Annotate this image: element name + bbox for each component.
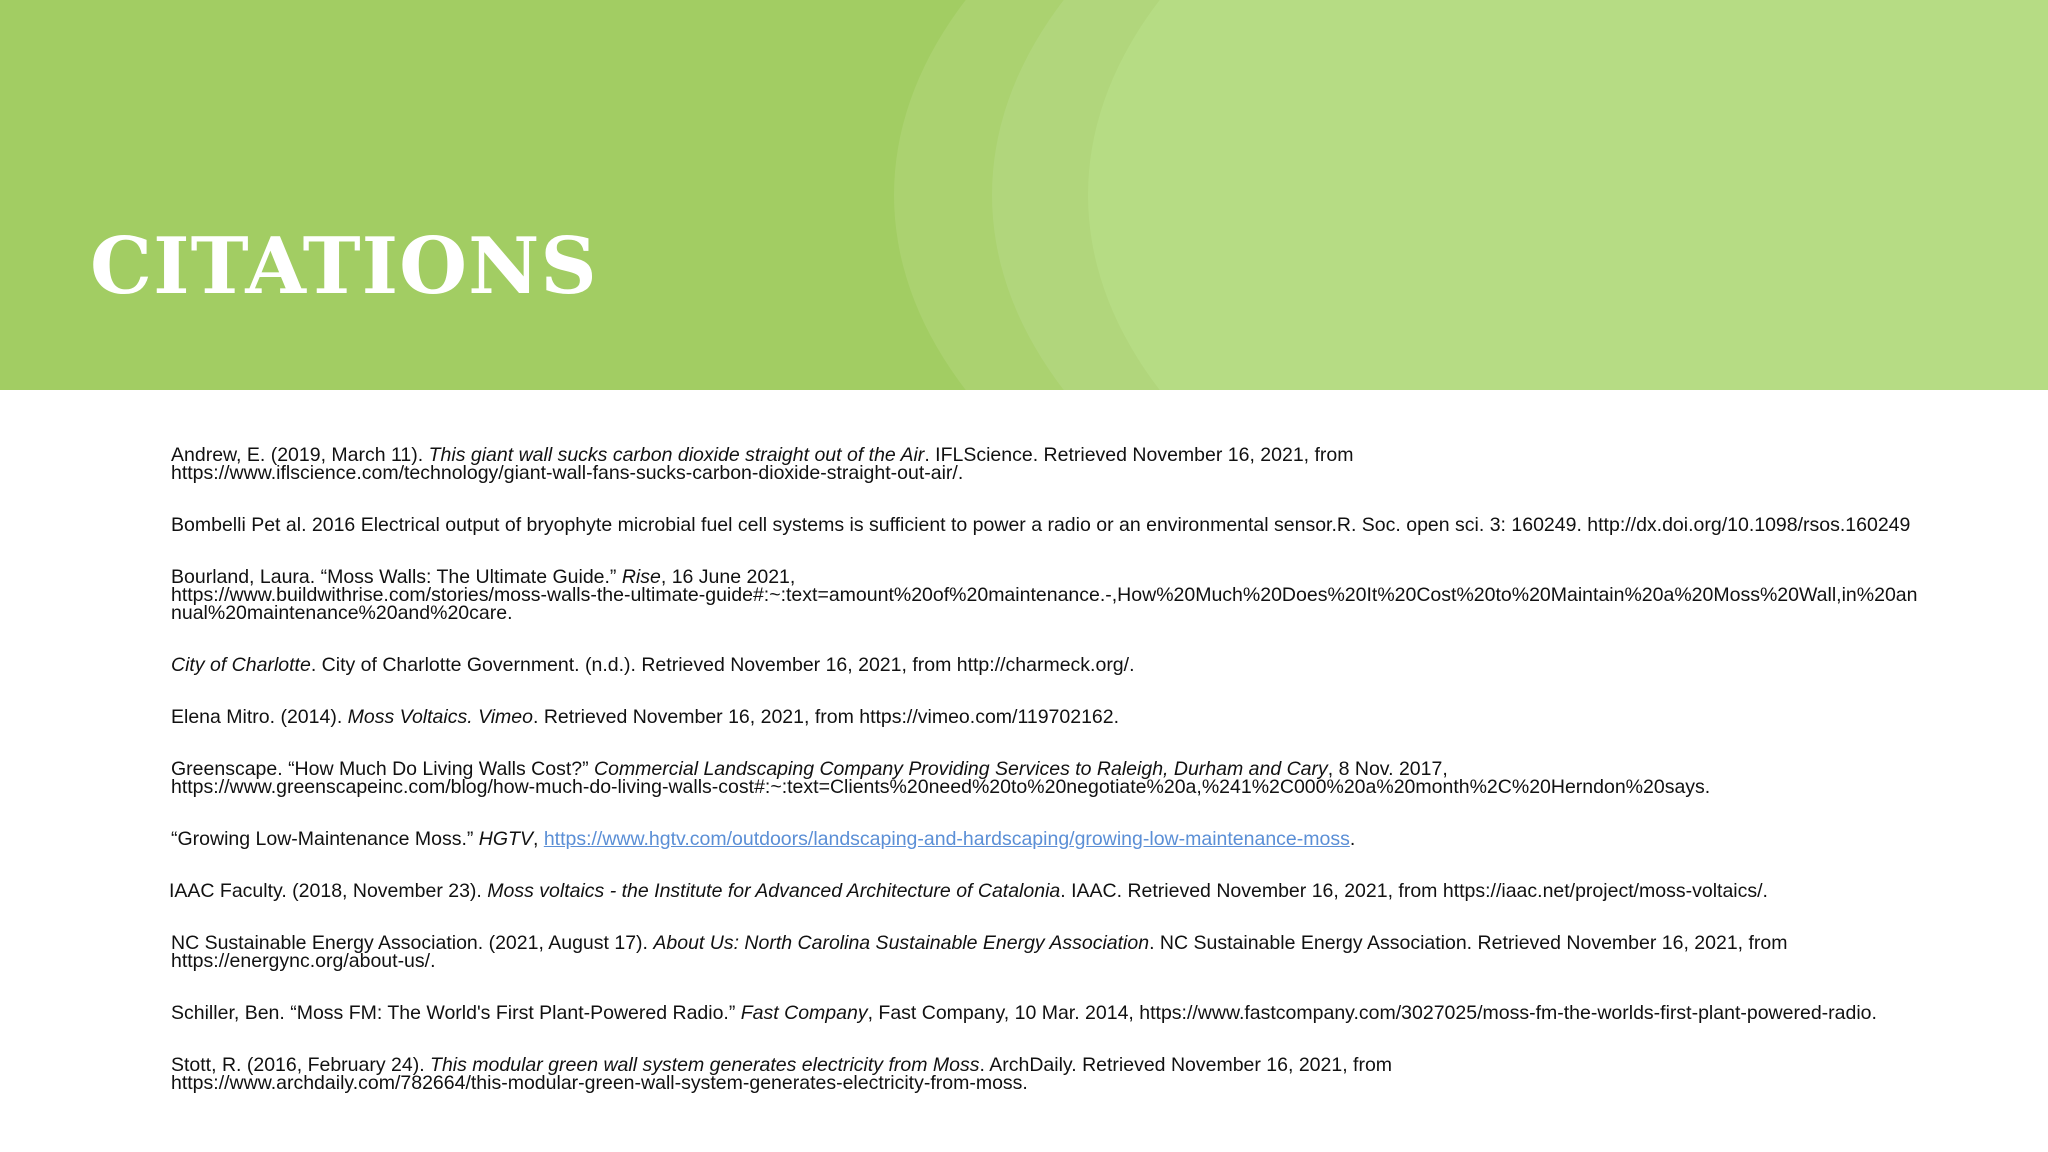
- citation-item: [171, 760, 1971, 796]
- citation-item: [171, 934, 1971, 970]
- decorative-arc: [1088, 0, 2048, 390]
- citation-text: . City of Charlotte Government. (n.d.). Retrieved November 16, 2021, from http://charmeck.org/.: [310, 654, 1135, 676]
- citation-text: Greenscape. “How Much Do Living Walls Cost?”: [171, 758, 595, 780]
- citation-text: . IFLScience. Retrieved November 16, 2021, from: [924, 444, 1354, 466]
- citation-italic-title: City of Charlotte: [171, 654, 311, 676]
- citation-url: https://www.archdaily.com/782664/this-modular-green-wall-system-generates-electricity-from-moss.: [171, 1072, 1028, 1094]
- citation-item: [171, 1056, 1971, 1092]
- citation-italic-title: About Us: North Carolina Sustainable Energy Association: [653, 932, 1150, 954]
- citation-text: .: [1349, 828, 1356, 850]
- citation-url: https://www.greenscapeinc.com/blog/how-much-do-living-walls-cost#:~:text=Clients%20need%20to%20negotiate%20a,%241%2C000%20a%20month%2C%20Herndon%20says.: [171, 776, 1711, 798]
- slide-title: CITATIONS: [90, 221, 598, 312]
- citation-item: [171, 830, 1971, 848]
- citation-url: https://energync.org/about-us/.: [171, 950, 436, 972]
- citation-text: , 16 June 2021,: [660, 566, 796, 588]
- citation-item: [171, 568, 1971, 622]
- citation-text: . ArchDaily. Retrieved November 16, 2021, from: [979, 1054, 1393, 1076]
- citation-italic-title: This giant wall sucks carbon dioxide straight out of the Air: [428, 444, 925, 466]
- citation-text: Andrew, E. (2019, March 11).: [171, 444, 429, 466]
- citation-item: [171, 656, 1971, 674]
- citation-list: [171, 446, 1971, 1126]
- citation-item: [171, 1004, 1971, 1022]
- citation-italic-title: This modular green wall system generates electricity from Moss: [430, 1054, 980, 1076]
- citation-italic-title: Moss voltaics - the Institute for Advanced Architecture of Catalonia: [487, 880, 1061, 902]
- citation-text: . NC Sustainable Energy Association. Retrieved November 16, 2021, from: [1149, 932, 1788, 954]
- citation-text: Elena Mitro. (2014).: [171, 706, 348, 728]
- citation-text: NC Sustainable Energy Association. (2021, August 17).: [171, 932, 654, 954]
- citation-italic-title: Rise: [621, 566, 661, 588]
- citation-text: Bourland, Laura. “Moss Walls: The Ultimate Guide.”: [171, 566, 622, 588]
- citation-text: Schiller, Ben. “Moss FM: The World's First Plant-Powered Radio.”: [171, 1002, 741, 1024]
- citation-text: Bombelli Pet al. 2016 Electrical output of bryophyte microbial fuel cell systems is sufficient to power a radio or an environmental sensor.R. Soc. open sci. 3: 160249. http://dx.doi.org/10.1098/rsos.160249: [171, 514, 1911, 536]
- citation-italic-title: Fast Company: [740, 1002, 868, 1024]
- citation-item: [171, 708, 1971, 726]
- header-band: [0, 0, 2048, 390]
- citation-italic-title: Moss Voltaics. Vimeo: [347, 706, 533, 728]
- citation-url: nual%20maintenance%20and%20care.: [171, 602, 513, 624]
- citation-item: [171, 516, 1971, 534]
- citation-item: [169, 882, 1971, 900]
- citation-text: , 8 Nov. 2017,: [1327, 758, 1448, 780]
- citation-url: https://www.iflscience.com/technology/giant-wall-fans-sucks-carbon-dioxide-straight-out-air/.: [171, 462, 964, 484]
- citation-text: . IAAC. Retrieved November 16, 2021, from https://iaac.net/project/moss-voltaics/.: [1060, 880, 1768, 902]
- citation-text: . Retrieved November 16, 2021, from https://vimeo.com/119702162.: [533, 706, 1120, 728]
- citation-italic-title: HGTV: [478, 828, 533, 850]
- citation-url: https://www.buildwithrise.com/stories/moss-walls-the-ultimate-guide#:~:text=amount%20of%20maintenance.-,How%20Much%20Does%20It%20Cost%20to%20Maintain%20a%20Moss%20Wall,in%20an: [171, 584, 1918, 606]
- hgtv-link[interactable]: https://www.hgtv.com/outdoors/landscaping-and-hardscaping/growing-low-maintenance-moss: [543, 828, 1350, 850]
- citation-text: , Fast Company, 10 Mar. 2014, https://www.fastcompany.com/3027025/moss-fm-the-worlds-first-plant-powered-radio.: [867, 1002, 1877, 1024]
- citation-text: “Growing Low-Maintenance Moss.”: [171, 828, 479, 850]
- citation-item: [171, 446, 1971, 482]
- citation-text: ,: [532, 828, 544, 850]
- citation-italic-title: Commercial Landscaping Company Providing Services to Raleigh, Durham and Cary: [594, 758, 1328, 780]
- citation-text: IAAC Faculty. (2018, November 23).: [169, 880, 488, 902]
- citation-text: Stott, R. (2016, February 24).: [171, 1054, 431, 1076]
